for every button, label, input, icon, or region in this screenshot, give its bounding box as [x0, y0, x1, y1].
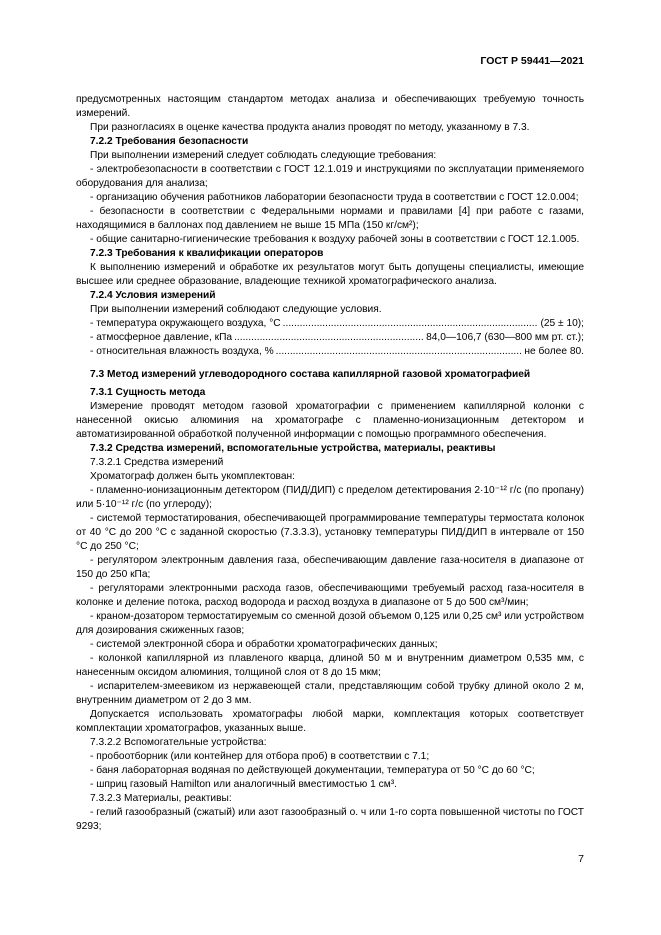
section-heading: 7.3.2 Средства измерений, вспомогательные устройства, материалы, реактивы: [90, 443, 496, 454]
list-item: - колонкой капиллярной из плавленого кварца, длиной 50 м и внутренним диаметром 0,535 мм, с нанесенным оксидом алюминия, толщиной слоя от 8 до 15 мкм;: [76, 653, 584, 678]
list-item: - регуляторами электронными расхода газов, обеспечивающими требуемый расход газа-носителя в колонке и деление потока, расход водорода и расход воздуха в диапазоне от 5 до 500 см³/мин;: [76, 583, 584, 608]
paragraph: При разногласиях в оценке качества продукта анализ проводят по методу, указанному в 7.3.: [90, 122, 530, 133]
section-heading: 7.3 Метод измерений углеводородного состава капиллярной газовой хроматографией: [90, 369, 531, 380]
condition-value: 84,0—106,7 (630—800 мм рт. ст.);: [426, 332, 584, 343]
list-item: - шприц газовый Hamilton или аналогичный вместимостью 1 см³.: [90, 779, 397, 790]
paragraph: Измерение проводят методом газовой хроматографии с применением капиллярной колонки с нанесенной окисью алюминия на хроматографе с пламенно-ионизационным детектором и автоматизированной обработкой полученной информации с помощью программного обеспечения.: [76, 401, 584, 440]
paragraph: предусмотренных настоящим стандартом методах анализа и обеспечивающих требуемую точность измерений.: [76, 94, 584, 119]
section-heading: 7.2.3 Требования к квалификации операторов: [90, 248, 324, 259]
list-item: - краном-дозатором термостатируемым со сменной дозой объемом 0,125 или 0,25 см³ или устройством для дозирования сжиженных газов;: [76, 611, 584, 636]
list-item: - испарителем-змеевиком из нержавеющей стали, представляющим собой трубку длиной около 2 м, внутренним диаметром от 2 до 3 мм.: [76, 681, 584, 706]
document-body: [76, 93, 584, 834]
list-item: - баня лабораторная водяная по действующей документации, температура от 50 °С до 60 °С;: [90, 765, 535, 776]
list-item: - пробоотборник (или контейнер для отбора проб) в соответствии с 7.1;: [90, 751, 430, 762]
list-item: - системой термостатирования, обеспечивающей программирование температуры термостата колонок от 40 °С до 200 °С с заданной скоростью (7.3.3.3), установку температуры ПИД/ДИП в интервале от 150 °С до 250 °С;: [76, 513, 584, 552]
paragraph: Хроматограф должен быть укомплектован:: [90, 471, 295, 482]
subsection-heading: 7.3.2.3 Материалы, реактивы:: [90, 793, 232, 804]
page-number: 7: [578, 853, 584, 865]
list-item: - организацию обучения работников лаборатории безопасности труда в соответствии с ГОСТ 12.0.004;: [90, 192, 579, 203]
condition-row: [76, 317, 584, 331]
document-header: ГОСТ Р 59441—2021: [480, 55, 584, 67]
condition-row: [76, 345, 584, 359]
dot-leader: [276, 345, 523, 359]
section-heading: 7.2.4 Условия измерений: [90, 290, 216, 301]
paragraph: Допускается использовать хроматографы любой марки, комплектация которых соответствует комплектации хроматографов, указанных выше.: [76, 709, 584, 734]
list-item: - общие санитарно-гигиенические требования к воздуху рабочей зоны в соответствии с ГОСТ 12.1.005.: [90, 234, 580, 245]
subsection-heading: 7.3.2.2 Вспомогательные устройства:: [90, 737, 267, 748]
list-item: - регулятором электронным давления газа, обеспечивающим давление газа-носителя в диапазоне от 150 до 250 кПа;: [76, 555, 584, 580]
dot-leader: [234, 331, 424, 345]
condition-value: не более 80.: [524, 346, 584, 357]
list-item: - системой электронной сбора и обработки хроматографических данных;: [90, 639, 438, 650]
paragraph: К выполнению измерений и обработке их результатов могут быть допущены специалисты, имеющие высшее или среднее образование, владеющие техникой хроматографического анализа.: [76, 262, 584, 287]
list-item: - гелий газообразный (сжатый) или азот газообразный о. ч или 1-го сорта повышенной чистоты по ГОСТ 9293;: [76, 807, 584, 832]
list-item: - безопасности в соответствии с Федеральными нормами и правилами [4] при работе с газами, находящимися в баллонах под давлением не выше 15 МПа (150 кг/см²);: [76, 206, 584, 231]
condition-label: - атмосферное давление, кПа: [90, 332, 233, 343]
condition-value: (25 ± 10);: [540, 318, 584, 329]
subsection-heading: 7.3.2.1 Средства измерений: [90, 457, 224, 468]
dot-leader: [283, 317, 539, 331]
condition-label: - относительная влажность воздуха, %: [90, 346, 274, 357]
section-heading: 7.2.2 Требования безопасности: [90, 136, 249, 147]
list-item: - электробезопасности в соответствии с ГОСТ 12.1.019 и инструкциями по эксплуатации применяемого оборудования для анализа;: [76, 164, 584, 189]
paragraph: При выполнении измерений соблюдают следующие условия.: [90, 304, 382, 315]
section-heading: 7.3.1 Сущность метода: [90, 387, 206, 398]
condition-row: [76, 331, 584, 345]
paragraph: При выполнении измерений следует соблюдать следующие требования:: [90, 150, 437, 161]
list-item: - пламенно-ионизационным детектором (ПИД/ДИП) с пределом детектирования 2·10⁻¹² г/с (по пропану) или 5·10⁻¹² г/с (по углероду);: [76, 485, 584, 510]
condition-label: - температура окружающего воздуха, °С: [90, 318, 281, 329]
